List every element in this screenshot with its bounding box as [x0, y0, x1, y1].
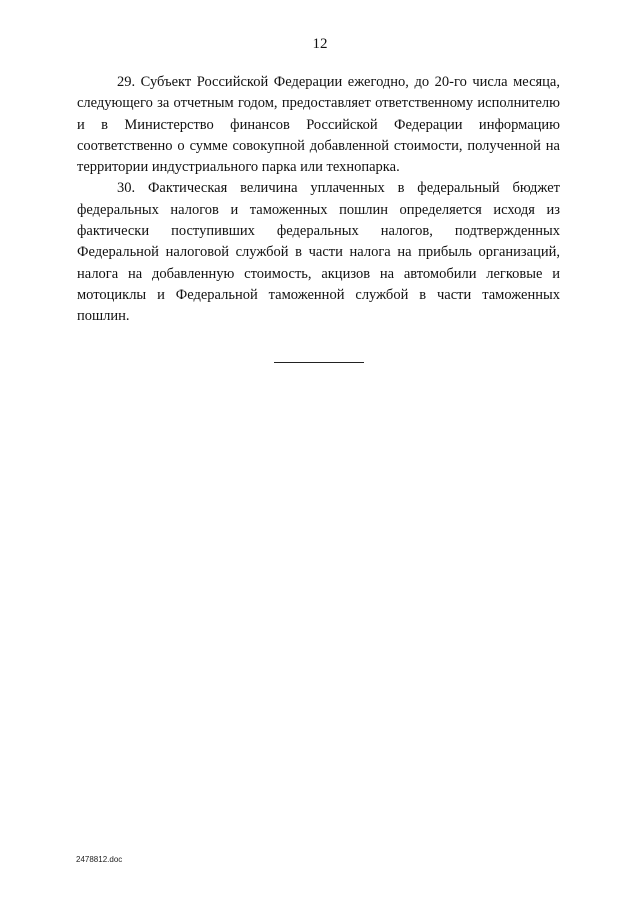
page-number: 12 — [312, 36, 328, 52]
end-divider — [274, 362, 364, 363]
document-body — [77, 72, 560, 328]
paragraph-29: 29. Субъект Российской Федерации ежегодно, до 20-го числа месяца, следующего за отчетным годом, предоставляет ответственному исполнителю и в Министерство финансов Российской Федерации информацию соответственно о сумме совокупной добавленной стоимости, полученной на территории индустриального парка или технопарка. — [77, 74, 560, 176]
paragraph-30: 30. Фактическая величина уплаченных в федеральный бюджет федеральных налогов и таможенных пошлин определяется исходя из фактически поступивших федеральных налогов, подтвержденных Федеральной налоговой службой в части налога на прибыль организаций, налога на добавленную стоимость, акцизов на автомобили легковые и мотоциклы и Федеральной таможенной службой в части таможенных пошлин. — [77, 180, 560, 325]
document-file-reference: 2478812.doc — [76, 855, 123, 864]
